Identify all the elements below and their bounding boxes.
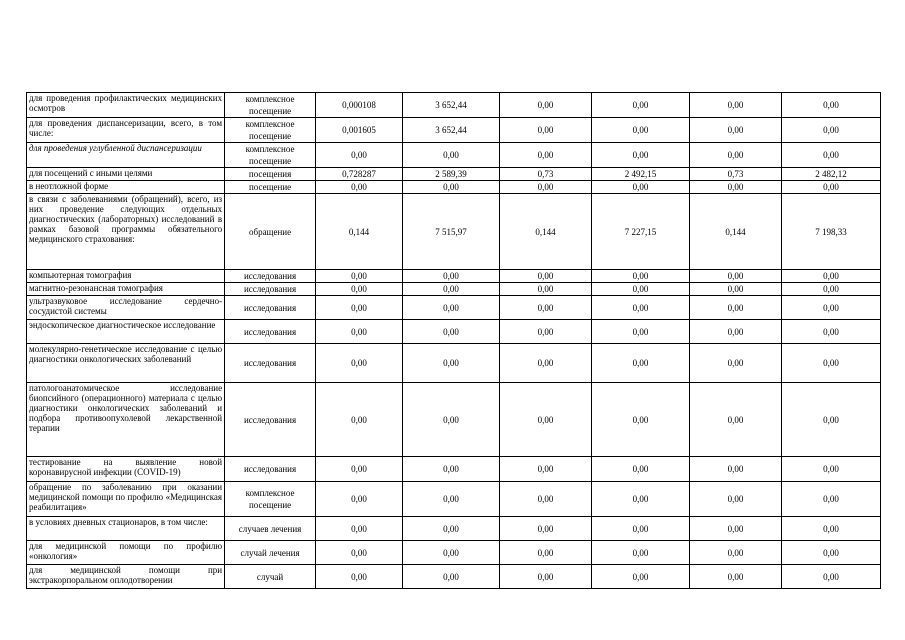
row-value-cell: 0,00 <box>781 517 880 541</box>
table-row <box>27 320 881 344</box>
row-value-cell: 0,00 <box>316 541 403 565</box>
row-unit: исследования <box>225 344 316 383</box>
row-value-cell: 0,00 <box>781 118 880 143</box>
row-indicator-name: магнитно-резонансная томография <box>27 283 225 296</box>
row-value-cell: 0,00 <box>781 565 880 589</box>
row-value-cell: 0,00 <box>591 143 689 168</box>
row-value-cell: 0,00 <box>402 517 499 541</box>
row-unit: исследования <box>225 457 316 482</box>
row-value-cell: 0,00 <box>499 517 591 541</box>
row-value-cell: 0,00 <box>316 296 403 320</box>
row-indicator-name: для проведения углубленной диспансеризации <box>27 143 225 168</box>
row-value-cell: 0,00 <box>591 565 689 589</box>
row-value-cell: 0,00 <box>402 541 499 565</box>
row-indicator-name: эндоскопическое диагностическое исследование <box>27 320 225 344</box>
table-row <box>27 93 881 118</box>
row-value-cell: 0,00 <box>689 143 781 168</box>
row-indicator-name: ультразвуковое исследование сердечно-сосудистой системы <box>27 296 225 320</box>
row-value-cell: 0,00 <box>316 143 403 168</box>
row-value-cell: 0,00 <box>689 181 781 194</box>
table-row <box>27 457 881 482</box>
row-value-cell: 0,728287 <box>316 168 403 181</box>
table-row <box>27 118 881 143</box>
row-value-cell: 0,00 <box>316 383 403 457</box>
row-value-cell: 0,00 <box>781 541 880 565</box>
row-value-cell: 0,001605 <box>316 118 403 143</box>
row-value-cell: 0,00 <box>591 181 689 194</box>
row-unit: случай <box>225 565 316 589</box>
row-value-cell: 0,00 <box>689 118 781 143</box>
row-value-cell: 3 652,44 <box>402 118 499 143</box>
row-value-cell: 0,00 <box>402 181 499 194</box>
row-value-cell: 0,00 <box>781 270 880 283</box>
row-value-cell: 0,00 <box>499 270 591 283</box>
row-indicator-name: обращение по заболеванию при оказании медицинской помощи по профилю «Медицинская реабилитация» <box>27 482 225 517</box>
row-value-cell: 0,00 <box>402 296 499 320</box>
row-value-cell: 0,00 <box>591 118 689 143</box>
row-value-cell: 0,00 <box>402 143 499 168</box>
table-row <box>27 296 881 320</box>
table-row <box>27 482 881 517</box>
row-value-cell: 0,00 <box>591 482 689 517</box>
row-value-cell: 0,00 <box>689 565 781 589</box>
row-value-cell: 2 589,39 <box>402 168 499 181</box>
row-value-cell: 0,00 <box>591 517 689 541</box>
row-value-cell: 0,73 <box>499 168 591 181</box>
row-unit: комплексное посещение <box>225 93 316 118</box>
row-value-cell: 0,00 <box>316 320 403 344</box>
row-indicator-name: для проведения профилактических медицинских осмотров <box>27 93 225 118</box>
row-unit: посещения <box>225 168 316 181</box>
row-unit: исследования <box>225 283 316 296</box>
row-unit: исследования <box>225 270 316 283</box>
row-value-cell: 0,00 <box>316 181 403 194</box>
row-value-cell: 0,00 <box>689 517 781 541</box>
row-unit: случай лечения <box>225 541 316 565</box>
row-value-cell: 0,00 <box>781 383 880 457</box>
row-value-cell: 0,00 <box>689 383 781 457</box>
row-indicator-name: тестирование на выявление новой коронавирусной инфекции (COVID-19) <box>27 457 225 482</box>
row-value-cell: 0,00 <box>689 93 781 118</box>
row-value-cell: 0,00 <box>499 482 591 517</box>
row-indicator-name: в условиях дневных стационаров, в том числе: <box>27 517 225 541</box>
row-value-cell: 0,00 <box>781 482 880 517</box>
row-value-cell: 0,00 <box>689 283 781 296</box>
table-row <box>27 344 881 383</box>
row-value-cell: 0,00 <box>781 143 880 168</box>
row-value-cell: 0,00 <box>781 320 880 344</box>
row-value-cell: 0,00 <box>316 565 403 589</box>
row-value-cell: 0,00 <box>402 270 499 283</box>
row-value-cell: 0,00 <box>499 565 591 589</box>
row-value-cell: 0,00 <box>316 344 403 383</box>
row-value-cell: 0,00 <box>591 270 689 283</box>
row-unit: исследования <box>225 383 316 457</box>
row-value-cell: 0,00 <box>781 457 880 482</box>
row-value-cell: 0,00 <box>591 383 689 457</box>
row-value-cell: 0,00 <box>402 344 499 383</box>
row-value-cell: 0,00 <box>499 383 591 457</box>
row-value-cell: 0,00 <box>316 283 403 296</box>
row-value-cell: 0,00 <box>499 93 591 118</box>
row-value-cell: 0,73 <box>689 168 781 181</box>
table-row <box>27 143 881 168</box>
row-value-cell: 2 492,15 <box>591 168 689 181</box>
row-value-cell: 0,00 <box>781 93 880 118</box>
row-indicator-name: для посещений с иными целями <box>27 168 225 181</box>
row-value-cell: 0,00 <box>499 320 591 344</box>
row-value-cell: 0,144 <box>689 194 781 270</box>
row-indicator-name: в связи с заболеваниями (обращений), всего, из них проведение следующих отдельных диагностических (лабораторных) исследований в рамках базовой программы обязательного медицинского страхования: <box>27 194 225 270</box>
row-value-cell: 0,00 <box>591 344 689 383</box>
row-value-cell: 0,00 <box>402 283 499 296</box>
row-value-cell: 0,00 <box>781 344 880 383</box>
row-indicator-name: патологоанатомическое исследование биопсийного (операционного) материала с целью диагностики онкологических заболеваний и подбора противоопухолевой лекарственной терапии <box>27 383 225 457</box>
row-unit: комплексное посещение <box>225 143 316 168</box>
table-row <box>27 565 881 589</box>
row-value-cell: 2 482,12 <box>781 168 880 181</box>
row-indicator-name: в неотложной форме <box>27 181 225 194</box>
row-value-cell: 0,00 <box>591 283 689 296</box>
table-row <box>27 541 881 565</box>
row-unit: исследования <box>225 320 316 344</box>
row-value-cell: 0,00 <box>499 181 591 194</box>
table-row <box>27 517 881 541</box>
row-value-cell: 0,00 <box>402 482 499 517</box>
row-unit: случаев лечения <box>225 517 316 541</box>
row-indicator-name: молекулярно-генетическое исследование с целью диагностики онкологических заболеваний <box>27 344 225 383</box>
row-value-cell: 3 652,44 <box>402 93 499 118</box>
row-value-cell: 0,00 <box>689 457 781 482</box>
row-value-cell: 0,00 <box>781 296 880 320</box>
row-value-cell: 0,144 <box>316 194 403 270</box>
row-value-cell: 0,00 <box>316 457 403 482</box>
table-row <box>27 270 881 283</box>
row-value-cell: 0,000108 <box>316 93 403 118</box>
row-unit: обращение <box>225 194 316 270</box>
row-value-cell: 0,00 <box>689 344 781 383</box>
row-value-cell: 0,00 <box>499 283 591 296</box>
row-value-cell: 0,00 <box>591 541 689 565</box>
row-value-cell: 0,00 <box>689 270 781 283</box>
row-value-cell: 0,00 <box>781 283 880 296</box>
table-row <box>27 181 881 194</box>
row-value-cell: 0,00 <box>591 457 689 482</box>
row-value-cell: 0,00 <box>689 320 781 344</box>
table-row <box>27 194 881 270</box>
row-value-cell: 7 515,97 <box>402 194 499 270</box>
row-value-cell: 0,00 <box>499 143 591 168</box>
row-value-cell: 0,144 <box>499 194 591 270</box>
row-value-cell: 0,00 <box>781 181 880 194</box>
row-value-cell: 7 198,33 <box>781 194 880 270</box>
table-body <box>27 93 881 589</box>
table-row <box>27 383 881 457</box>
row-value-cell: 0,00 <box>591 296 689 320</box>
row-value-cell: 0,00 <box>499 541 591 565</box>
row-indicator-name: для медицинской помощи по профилю «онкология» <box>27 541 225 565</box>
row-value-cell: 0,00 <box>499 118 591 143</box>
row-value-cell: 0,00 <box>689 541 781 565</box>
row-value-cell: 0,00 <box>499 296 591 320</box>
row-value-cell: 0,00 <box>689 296 781 320</box>
row-value-cell: 0,00 <box>591 320 689 344</box>
row-value-cell: 7 227,15 <box>591 194 689 270</box>
table-row <box>27 283 881 296</box>
row-value-cell: 0,00 <box>316 482 403 517</box>
row-value-cell: 0,00 <box>499 457 591 482</box>
row-value-cell: 0,00 <box>316 517 403 541</box>
care-volume-table <box>26 92 881 589</box>
row-value-cell: 0,00 <box>316 270 403 283</box>
row-indicator-name: для проведения диспансеризации, всего, в том числе: <box>27 118 225 143</box>
row-indicator-name: компьютерная томография <box>27 270 225 283</box>
row-unit: посещение <box>225 181 316 194</box>
row-unit: комплексное посещение <box>225 482 316 517</box>
row-indicator-name: для медицинской помощи при экстракорпоральном оплодотворении <box>27 565 225 589</box>
table-row <box>27 168 881 181</box>
row-value-cell: 0,00 <box>402 457 499 482</box>
row-value-cell: 0,00 <box>689 482 781 517</box>
row-value-cell: 0,00 <box>402 565 499 589</box>
row-value-cell: 0,00 <box>499 344 591 383</box>
row-unit: исследования <box>225 296 316 320</box>
row-unit: комплексное посещение <box>225 118 316 143</box>
row-value-cell: 0,00 <box>402 383 499 457</box>
row-value-cell: 0,00 <box>591 93 689 118</box>
row-value-cell: 0,00 <box>402 320 499 344</box>
